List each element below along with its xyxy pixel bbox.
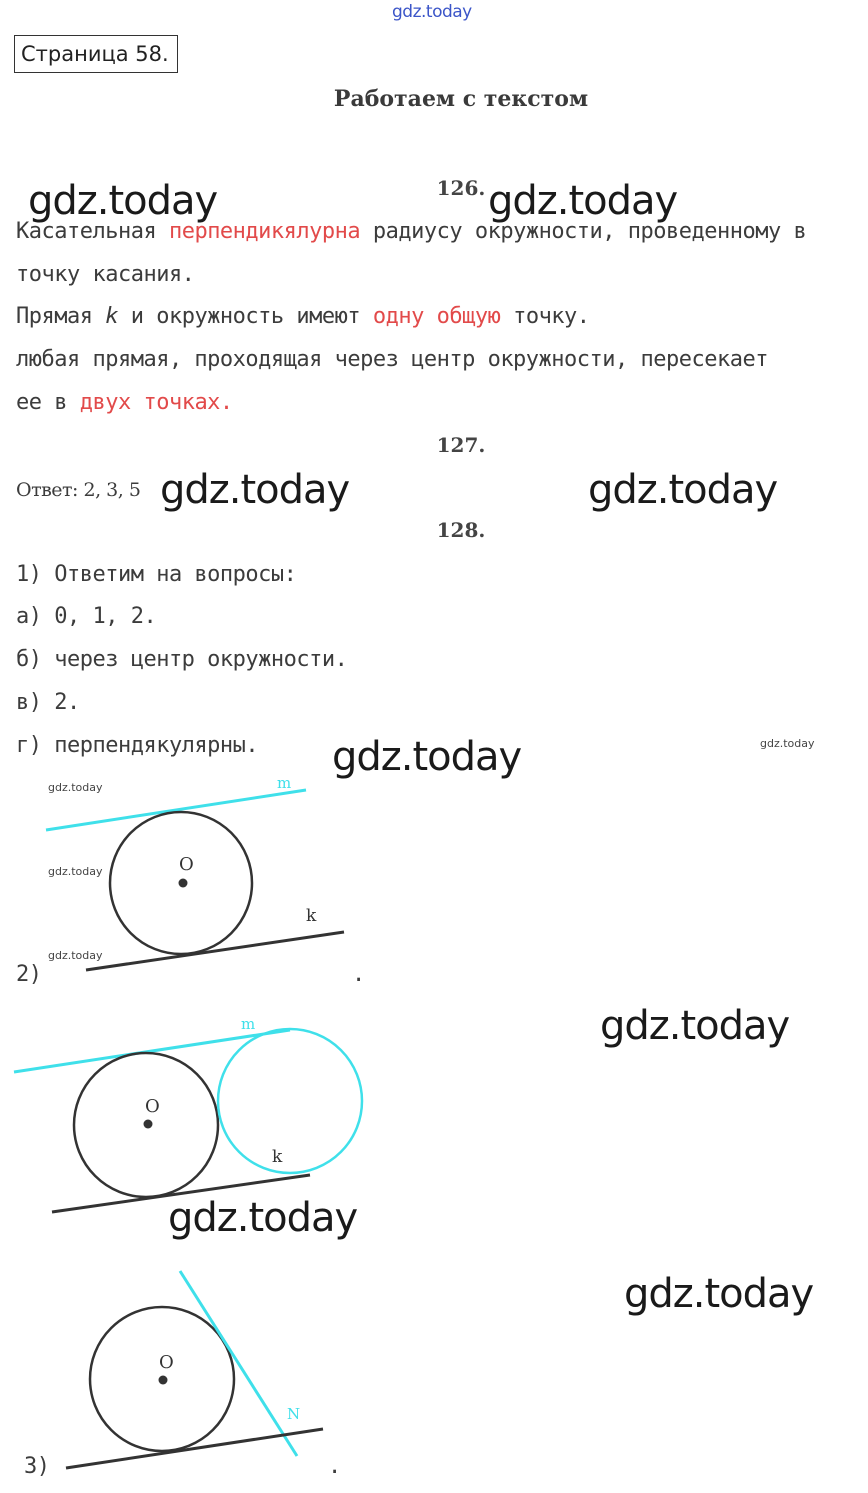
tangent-line — [66, 1429, 323, 1468]
task-127-answer: Ответ: 2, 3, 5 — [16, 479, 141, 501]
tangent-line-k — [52, 1175, 310, 1212]
secant-line — [180, 1271, 297, 1456]
label-m: m — [277, 774, 292, 792]
period: . — [352, 962, 365, 987]
tangent-line-m — [14, 1030, 290, 1072]
watermark: gdz.today — [332, 734, 522, 780]
watermark: gdz.today — [488, 178, 678, 224]
task-126-line-1: Касательная перпендикялурна радиусу окружности, проведенному в — [16, 219, 807, 244]
label-k: k — [272, 1147, 283, 1167]
label-o: O — [179, 854, 194, 875]
watermark: gdz.today — [600, 1003, 790, 1049]
section-heading: Работаем с текстом — [333, 86, 589, 112]
figure-3-label: 3) — [24, 1454, 50, 1479]
period: . — [328, 1454, 341, 1479]
task-126-number: 126. — [436, 176, 486, 200]
center-point — [159, 1376, 168, 1385]
task-126-line-4: любая прямая, проходящая через центр окружности, пересекает — [16, 347, 768, 372]
task-126-line-2: точку касания. — [16, 262, 195, 287]
watermark: gdz.today — [160, 467, 350, 513]
label-n: N — [287, 1405, 301, 1423]
label-o: O — [159, 1352, 174, 1373]
figure-3 — [66, 1271, 323, 1468]
watermark: gdz.today — [588, 467, 778, 513]
task-128-line-1: 1) Ответим на вопросы: — [16, 562, 297, 587]
circle-cyan — [218, 1029, 362, 1173]
figure-2-label: 2) — [16, 962, 42, 987]
watermark-small: gdz.today — [48, 949, 103, 962]
figure-2 — [14, 1015, 362, 1212]
watermark-top: gdz.today — [392, 2, 472, 22]
watermark-small: gdz.today — [48, 781, 103, 794]
task-128-line-2: а) 0, 1, 2. — [16, 604, 157, 629]
tangent-line-m — [46, 790, 306, 830]
center-point — [144, 1120, 153, 1129]
label-o: O — [145, 1096, 160, 1117]
task-128-number: 128. — [436, 518, 486, 542]
watermark-small: gdz.today — [760, 737, 815, 750]
task-128-line-3: б) через центр окружности. — [16, 647, 348, 672]
watermark: gdz.today — [28, 178, 218, 224]
task-126-line-3: Прямая k и окружность имеют одну общую точку. — [16, 304, 590, 329]
task-127-number: 127. — [436, 433, 486, 457]
task-126-line-5: ее в двух точках. — [16, 390, 233, 415]
figure-1 — [46, 774, 344, 970]
label-m: m — [241, 1015, 256, 1033]
watermark: gdz.today — [624, 1271, 814, 1317]
task-128-line-4: в) 2. — [16, 690, 80, 715]
watermark: gdz.today — [168, 1195, 358, 1241]
center-point — [179, 879, 188, 888]
page-label: Страница 58. — [14, 35, 178, 73]
watermark-small: gdz.today — [48, 865, 103, 878]
label-k: k — [306, 906, 317, 926]
task-128-line-5: г) перпендякулярны. — [16, 733, 259, 758]
tangent-line-k — [86, 932, 344, 970]
